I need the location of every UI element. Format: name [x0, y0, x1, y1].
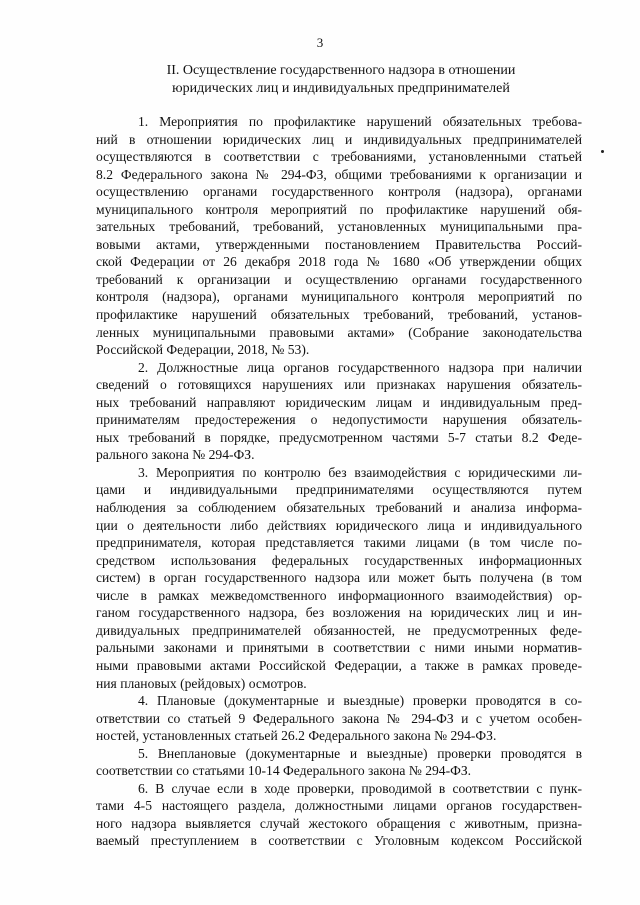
text-line: цами и индивидуальными предпринимателями осуществляются путем	[96, 482, 582, 498]
text-line: дивидуальных предпринимателей обязанностей, не предусмотренных феде-	[96, 622, 582, 638]
text-line: зательных требований, требований, установленных муниципальными пра-	[96, 219, 582, 235]
text-line: соответствии со статьями 10-14 Федерального закона № 294-ФЗ.	[96, 763, 472, 779]
text-line: требований к организации и осуществлению органами государственного	[96, 271, 582, 287]
text-line: 1. Мероприятия по профилактике нарушений обязательных требова-	[138, 114, 582, 129]
paragraph-2	[96, 359, 582, 464]
text-line: 4. Плановые (документарные и выездные) проверки проводятся в со-	[138, 693, 582, 709]
text-line: ных требований направляют юридическим лицам и индивидуальным пред-	[96, 394, 582, 410]
text-line: предпринимателя, которая представляется такими лицами (в том числе по-	[96, 535, 582, 551]
text-line: рального закона № 294-ФЗ.	[96, 447, 255, 463]
text-line: средством использования федеральных государственных информационных	[96, 552, 582, 568]
text-line: систем) в орган государственного надзора или может быть получена (в том	[96, 570, 582, 586]
text-line: ными правовыми актами Российской Федерации, а также в рамках проведе-	[96, 657, 582, 673]
text-line: осуществляются в соответствии с требованиями, установленными статьей	[96, 149, 582, 165]
text-line: ния плановых (рейдовых) осмотров.	[96, 675, 307, 691]
text-line: ганом государственного надзора, без возложения на юридических лиц и ин-	[96, 605, 582, 621]
scan-mark	[601, 150, 604, 153]
text-line: муниципального контроля мероприятий по профилактике нарушений обя-	[96, 201, 582, 217]
paragraph-3	[96, 464, 582, 692]
text-line: ностей, установленных статьей 26.2 Федерального закона № 294-ФЗ.	[96, 728, 497, 744]
text-line: ответствии со статьей 9 Федерального закона № 294-ФЗ и с учетом особен-	[96, 710, 582, 726]
text-line: тами 4-5 настоящего раздела, должностными лицами органов государствен-	[96, 798, 582, 814]
paragraph-6	[96, 780, 582, 850]
section-title	[96, 62, 586, 98]
text-line: ний в отношении юридических лиц и индивидуальных предпринимателей	[96, 131, 582, 147]
text-line: наблюдения за соблюдением обязательных требований и анализа информа-	[96, 500, 582, 516]
text-line: ного надзора выявляется случай жестокого обращения с животным, призна-	[96, 815, 582, 831]
paragraph-5	[96, 745, 582, 780]
text-line: осуществлению органами государственного контроля (надзора), органами	[96, 184, 582, 200]
text-line: числе в рамках межведомственного информационного взаимодействия) ор-	[96, 587, 582, 603]
text-line: 5. Внеплановые (документарные и выездные) проверки проводятся в	[138, 745, 582, 761]
text-line: ральными законами и принятыми в соответствии с ними иными норматив-	[96, 640, 582, 656]
paragraph-4	[96, 692, 582, 745]
text-line: принимателям предостережения о недопустимости нарушения обязатель-	[96, 412, 582, 428]
text-line: контроля (надзора), органами муниципального контроля мероприятий по	[96, 289, 582, 305]
text-line: Российской Федерации, 2018, № 53).	[96, 342, 310, 358]
text-line: 2. Должностные лица органов государственного надзора при наличии	[138, 359, 582, 375]
page-number: 3	[316, 35, 324, 50]
text-line: вовыми актами, утвержденными постановлением Правительства Россий-	[96, 236, 582, 252]
text-line: профилактике нарушений обязательных требований, требований, установ-	[96, 307, 582, 323]
text-line: ных требований в порядке, предусмотренном частями 5-7 статьи 8.2 Феде-	[96, 429, 582, 445]
section-title-line: II. Осуществление государственного надзора в отношении	[166, 63, 516, 78]
paragraph-1	[96, 113, 582, 359]
section-title-line: юридических лиц и индивидуальных предпринимателей	[172, 81, 510, 96]
text-line: ской Федерации от 26 декабря 2018 года № 1680 «Об утверждении общих	[96, 254, 582, 270]
text-line: 8.2 Федерального закона № 294-ФЗ, общими требованиями к организации и	[96, 166, 582, 182]
text-line: сведений о готовящихся нарушениях или признаках нарушения обязатель-	[96, 377, 582, 393]
text-line: ваемый преступлением в соответствии с Уголовным кодексом Российской	[96, 833, 582, 849]
document-body	[96, 113, 582, 850]
text-line: ленных муниципальными правовыми актами» (Собрание законодательства	[96, 324, 582, 340]
text-line: ции о деятельности либо действиях юридического лица и индивидуального	[96, 517, 582, 533]
text-line: 3. Мероприятия по контролю без взаимодействия с юридическими ли-	[138, 464, 582, 480]
text-line: 6. В случае если в ходе проверки, проводимой в соответствии с пунк-	[138, 780, 582, 796]
